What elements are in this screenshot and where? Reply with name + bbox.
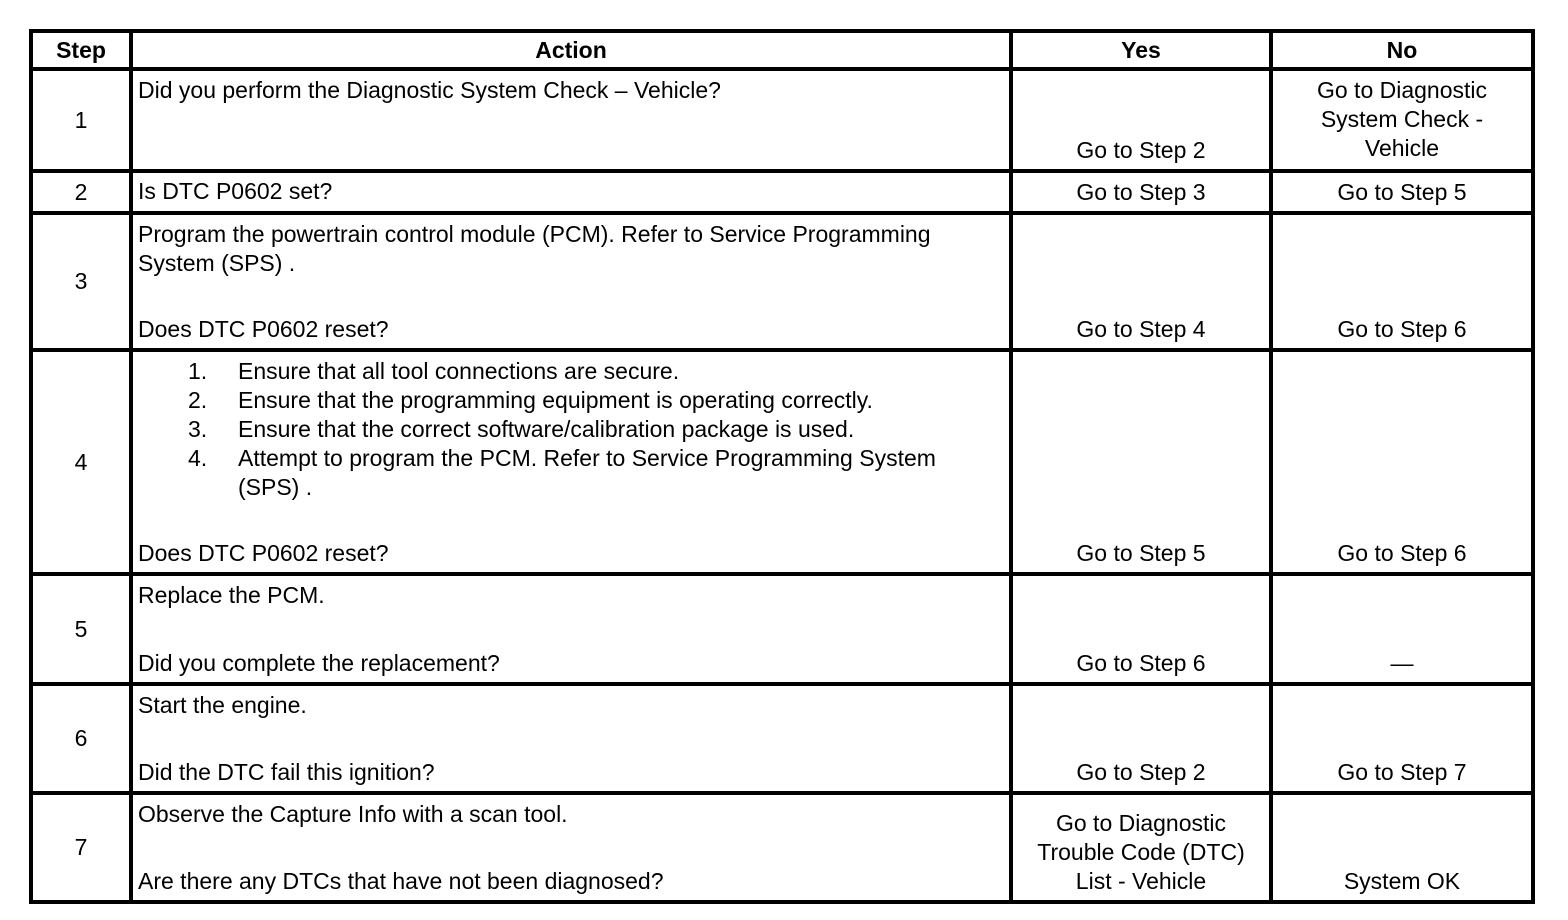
list-number: 4.	[188, 445, 208, 471]
action-question: Does DTC P0602 reset?	[138, 540, 389, 566]
header-no: No	[1271, 31, 1533, 69]
yes-cell	[1011, 213, 1271, 350]
table-row	[31, 574, 1533, 684]
action-question: Did the DTC fail this ignition?	[138, 759, 435, 785]
header-step: Step	[31, 31, 131, 69]
no-cell: Go to Step 5	[1271, 171, 1533, 213]
no-text: Go to Diagnostic System Check - Vehicle	[1316, 77, 1488, 161]
yes-cell: Go to Step 3	[1011, 171, 1271, 213]
yes-cell	[1011, 793, 1271, 902]
yes-text: Go to Step 6	[1076, 650, 1206, 676]
step-number: 4	[31, 350, 131, 574]
action-cell	[131, 793, 1011, 902]
no-text: Go to Step 6	[1337, 316, 1467, 342]
no-text: Go to Step 6	[1337, 540, 1467, 566]
action-text: Replace the PCM.	[138, 582, 325, 608]
header-yes: Yes	[1011, 31, 1271, 69]
yes-cell	[1011, 69, 1271, 171]
no-cell	[1271, 684, 1533, 793]
no-cell	[1271, 793, 1533, 902]
step-number: 5	[31, 574, 131, 684]
step-number: 6	[31, 684, 131, 793]
yes-cell	[1011, 350, 1271, 574]
list-number: 2.	[188, 387, 208, 413]
list-item	[188, 444, 1001, 502]
action-list	[138, 357, 1001, 502]
table-row	[31, 69, 1533, 171]
list-number: 3.	[188, 416, 208, 442]
step-number: 2	[31, 171, 131, 213]
action-text: Observe the Capture Info with a scan tool.	[138, 801, 568, 827]
no-cell	[1271, 350, 1533, 574]
action-cell	[131, 684, 1011, 793]
action-question: Does DTC P0602 reset?	[138, 316, 389, 342]
action-cell	[131, 213, 1011, 350]
action-question: Are there any DTCs that have not been diagnosed?	[138, 868, 664, 894]
table-row	[31, 213, 1533, 350]
step-number: 7	[31, 793, 131, 902]
action-text: Did you perform the Diagnostic System Check – Vehicle?	[138, 77, 721, 103]
action-question: Did you complete the replacement?	[138, 650, 500, 676]
list-text: Ensure that the programming equipment is operating correctly.	[238, 387, 873, 413]
header-action: Action	[131, 31, 1011, 69]
yes-text: Go to Step 5	[1076, 540, 1206, 566]
table-row	[31, 171, 1533, 213]
action-cell	[131, 350, 1011, 574]
yes-text: Go to Diagnostic Trouble Code (DTC) List - Vehicle	[1037, 810, 1245, 894]
list-text: Attempt to program the PCM. Refer to Service Programming System (SPS) .	[238, 445, 936, 500]
yes-text: Go to Step 2	[1076, 137, 1206, 163]
no-text: Go to Step 7	[1337, 759, 1467, 785]
no-cell	[1271, 574, 1533, 684]
table-row	[31, 350, 1533, 574]
yes-text: Go to Step 4	[1076, 316, 1206, 342]
action-cell	[131, 69, 1011, 171]
yes-text: Go to Step 2	[1076, 759, 1206, 785]
no-cell	[1271, 69, 1533, 171]
no-text: System OK	[1343, 868, 1461, 894]
step-number: 1	[31, 69, 131, 171]
list-text: Ensure that the correct software/calibration package is used.	[238, 416, 855, 442]
diagnostic-table	[29, 29, 1535, 904]
list-item	[188, 415, 1001, 444]
table-row	[31, 684, 1533, 793]
action-text: Is DTC P0602 set?	[138, 178, 333, 204]
yes-cell	[1011, 574, 1271, 684]
list-number: 1.	[188, 358, 208, 384]
list-item	[188, 357, 1001, 386]
no-text: —	[1390, 650, 1414, 676]
list-text: Ensure that all tool connections are secure.	[238, 358, 680, 384]
list-item	[188, 386, 1001, 415]
action-text: Start the engine.	[138, 692, 307, 718]
step-number: 3	[31, 213, 131, 350]
action-cell	[131, 171, 1011, 213]
yes-cell	[1011, 684, 1271, 793]
header-row	[31, 31, 1533, 69]
no-cell	[1271, 213, 1533, 350]
action-text: Program the powertrain control module (PCM). Refer to Service Programming System (SPS) .	[138, 221, 931, 276]
action-cell	[131, 574, 1011, 684]
table-row	[31, 793, 1533, 902]
